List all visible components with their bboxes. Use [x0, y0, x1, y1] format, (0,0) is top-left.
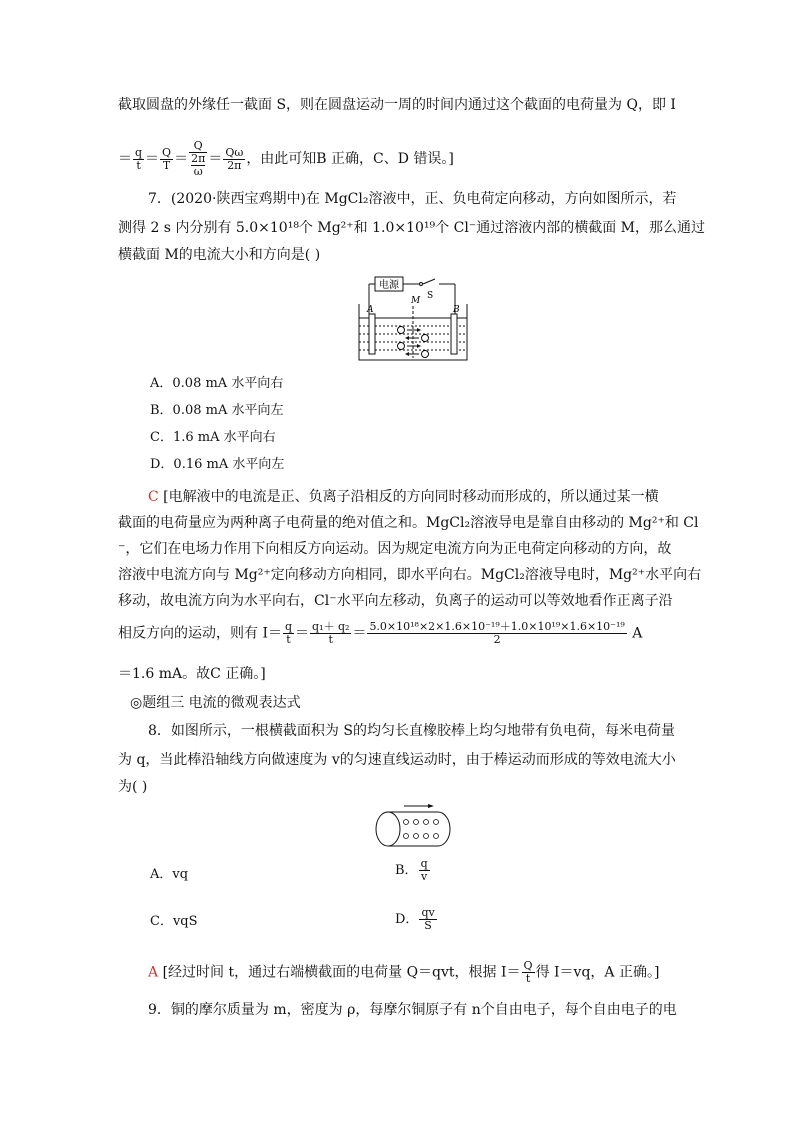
- q7-option-b: B．0.08 mA 水平向左: [150, 403, 284, 418]
- q8-option-c: C．vqS: [150, 914, 198, 929]
- answer-letter: C: [148, 489, 159, 505]
- m-label: M: [411, 296, 421, 306]
- q8-line-3: 为( ): [118, 779, 148, 795]
- q7-line-2: 测得 2 s 内分别有 5.0×10¹⁸个 Mg²⁺和 1.0×10¹⁹个 Cl⁻通过溶液内部的横截面 M，那么通过: [118, 220, 705, 236]
- q7-line-3: 横截面 M的电流大小和方向是( ): [118, 247, 321, 263]
- q7-answer-line-1: C [电解液中的电流是正、负离子沿相反的方向同时移动而形成的，所以通过某一横: [148, 489, 659, 505]
- q8-answer: A [经过时间 t，通过右端横截面的电荷量 Q＝qvt，根据 I＝ $\frac{Q}{t}$ 得 I＝vq，A 正确。]: [148, 959, 660, 985]
- text: ＝: [118, 151, 132, 167]
- electrode-a-label: A: [367, 305, 374, 315]
- q9-line-1: 9．铜的摩尔质量为 m，密度为 ρ，每摩尔铜原子有 n个自由电子，每个自由电子的电: [148, 1002, 677, 1018]
- q8-option-a: A．vq: [150, 867, 189, 882]
- q7-answer-line-7: ＝1.6 mA。故C 正确。]: [118, 666, 266, 682]
- q7-answer-formula: 相反方向的运动，则有 I＝ $\frac{q}{t}$ ＝ $\frac{\text{q₁＋ q₂}}{t}$ ＝ $\frac{\text{5.0×10¹⁸×2×1.6×10⁻¹⁹＋1.0×10¹⁹×1.6×10⁻¹⁹}}{2}$ A: [118, 620, 643, 646]
- group-heading: ◎题组三 电流的微观表达式: [130, 695, 301, 711]
- fraction: $\frac{q}{t}$: [135, 145, 143, 172]
- q7-option-d: D．0.16 mA 水平向左: [150, 457, 285, 472]
- q7-answer-line-5: 移动，故电流方向为水平向右，Cl⁻水平向左移动，负离子的运动可以等效地看作正离子沿: [118, 593, 673, 609]
- text: ，由此可知B 正确，C、D 错误。]: [246, 151, 454, 167]
- q7-answer-line-4: 溶液中电流方向与 Mg²⁺定向移动方向相同，即水平向右。MgCl₂溶液导电时，Mg²⁺水平向右: [118, 567, 702, 583]
- fraction: $\frac{\text{q₁＋ q₂}}{t}$: [312, 620, 350, 646]
- q8-line-2: 为 q，当此棒沿轴线方向做速度为 v的匀速直线运动时，由于棒运动而形成的等效电流大小: [118, 752, 676, 768]
- formula-line: ＝ $\frac{q}{t}$ ＝ $\frac{Q}{T}$ ＝ Q 2π ω ＝ $\frac{Q\omega}{2\pi}$ ，由此可知B 正确，C、D 错误。]: [118, 139, 454, 178]
- fraction: $\frac{Q\omega}{2\pi}$: [225, 145, 244, 172]
- q8-option-d: D． $\frac{qv}{S}$: [395, 906, 435, 932]
- answer-letter: A: [148, 964, 159, 981]
- fraction: $\frac{\text{5.0×10¹⁸×2×1.6×10⁻¹⁹＋1.0×10¹⁹×1.6×10⁻¹⁹}}{2}$: [369, 620, 625, 646]
- fraction: $\frac{Q}{T}$: [162, 145, 172, 172]
- fraction: Q 2π ω: [191, 139, 206, 178]
- q8-line-1: 8．如图所示，一根横截面积为 S的均匀长直橡胶棒上均匀地带有负电荷，每米电荷量: [148, 723, 675, 739]
- fraction: $\frac{q}{t}$: [284, 620, 293, 646]
- rubber-rod-diagram: [372, 800, 452, 848]
- switch-label: S: [427, 291, 434, 301]
- electrode-b-label: B: [453, 305, 460, 315]
- q7-option-a: A．0.08 mA 水平向右: [150, 376, 284, 391]
- q7-answer-line-2: 截面的电荷量应为两种离子电荷量的绝对值之和。MgCl₂溶液导电是靠自由移动的 Mg²⁺和 Cl: [118, 515, 699, 531]
- text-line: 截取圆盘的外缘任一截面 S，则在圆盘运动一周的时间内通过这个截面的电荷量为 Q，即 I: [118, 97, 676, 113]
- power-label: 电源: [379, 280, 399, 291]
- q7-option-c: C．1.6 mA 水平向右: [150, 430, 276, 445]
- q7-answer-line-3: ⁻，它们在电场力作用下向相反方向运动。因为规定电流方向为正电荷定向移动的方向，故: [118, 541, 672, 557]
- electrolysis-diagram: [355, 274, 475, 366]
- q7-line-1: 7．(2020·陕西宝鸡期中)在 MgCl₂溶液中，正、负电荷定向移动，方向如图所示，若: [148, 191, 677, 207]
- q8-option-b: B． $\frac{q}{v}$: [395, 857, 428, 883]
